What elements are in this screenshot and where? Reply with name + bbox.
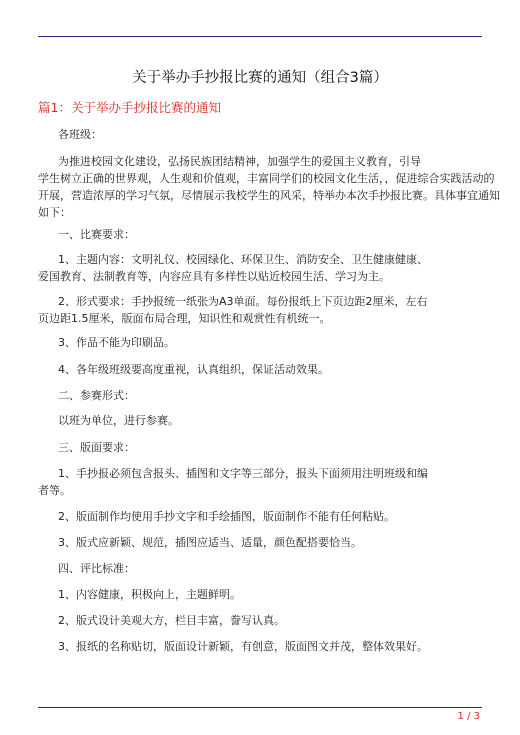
text-line: 1、主题内容：文明礼仪、校园绿化、环保卫生、消防安全、卫生健康健康、: [58, 253, 428, 266]
text-line: 学生树立正确的世界观，人生观和价值观，丰富同学们的校园文化生活，，促进综合实践活动的: [38, 172, 495, 185]
intro-paragraph: [38, 153, 500, 221]
section-heading-1: [58, 226, 478, 243]
text-line: 爱国教育、法制教育等，内容应具有多样性以贴近校园生活、学习为主。: [38, 270, 390, 283]
text-line: 2、版面制作均使用手抄文字和手绘插图，版面制作不能有任何粘贴。: [58, 510, 395, 523]
text-line: 各班级：: [58, 128, 102, 141]
page-indicator: 1 / 3: [457, 711, 480, 722]
text-line: 2、版式设计美观大方，栏目丰富，誊写认真。: [58, 614, 285, 627]
text-line: 4、各年级班级要高度重视，认真组织，保证活动效果。: [58, 363, 329, 376]
text-line: 3、版式应新颖、规范，插图应适当、适量，颜色配搭要恰当。: [58, 536, 362, 549]
list-item: [38, 465, 478, 499]
list-item: [58, 361, 478, 378]
list-item: [38, 251, 478, 285]
list-item: [58, 612, 478, 629]
list-item: [58, 334, 478, 351]
text-line: 页边距1.5厘米，版面布局合理，知识性和观赏性有机统一。: [38, 312, 331, 325]
text-line: 2、形式要求：手抄报统一纸张为A3单面。每份报纸上下页边距2厘米，左右: [58, 295, 428, 308]
list-item: [38, 293, 478, 327]
text-line: 1、手抄报必须包含报头、插图和文字等三部分，报头下面须用注明班级和编: [58, 467, 428, 480]
list-item: [58, 412, 478, 429]
section-heading-2: [58, 387, 478, 404]
text-line: 以班为单位，进行参赛。: [58, 414, 179, 427]
text-line: 开展，营造浓厚的学习气氛，尽情展示我校学生的风采，特举办本次手抄报比赛。具体事宜通知: [38, 189, 500, 202]
section-heading-4: [58, 560, 478, 577]
section-heading: 篇1：关于举办手抄报比赛的通知: [38, 100, 221, 115]
text-line: 者等。: [38, 484, 71, 497]
text-line: 为推进校园文化建设，弘扬民族团结精神，加强学生的爱国主义教育，引导: [58, 155, 421, 168]
list-item: [58, 508, 478, 525]
text-line: 一、比赛要求：: [58, 228, 135, 241]
list-item: [58, 638, 478, 655]
footer-rule: [38, 707, 482, 708]
section-heading-3: [58, 439, 478, 456]
text-line: 如下：: [38, 206, 71, 219]
text-line: 三、版面要求：: [58, 441, 135, 454]
text-line: 1、内容健康，积极向上，主题鲜明。: [58, 588, 241, 601]
text-line: 3、作品不能为印刷品。: [58, 336, 175, 349]
header-rule: [38, 36, 482, 37]
list-item: [58, 534, 478, 551]
list-item: [58, 586, 478, 603]
document-title: 关于举办手抄报比赛的通知（组合3篇）: [132, 70, 388, 86]
text-line: 二、参赛形式：: [58, 389, 135, 402]
text-line: 3、报纸的名称贴切，版面设计新颖，有创意，版面图文并茂，整体效果好。: [58, 640, 428, 653]
greeting-paragraph: [58, 126, 478, 143]
text-line: 四、评比标准：: [58, 562, 135, 575]
